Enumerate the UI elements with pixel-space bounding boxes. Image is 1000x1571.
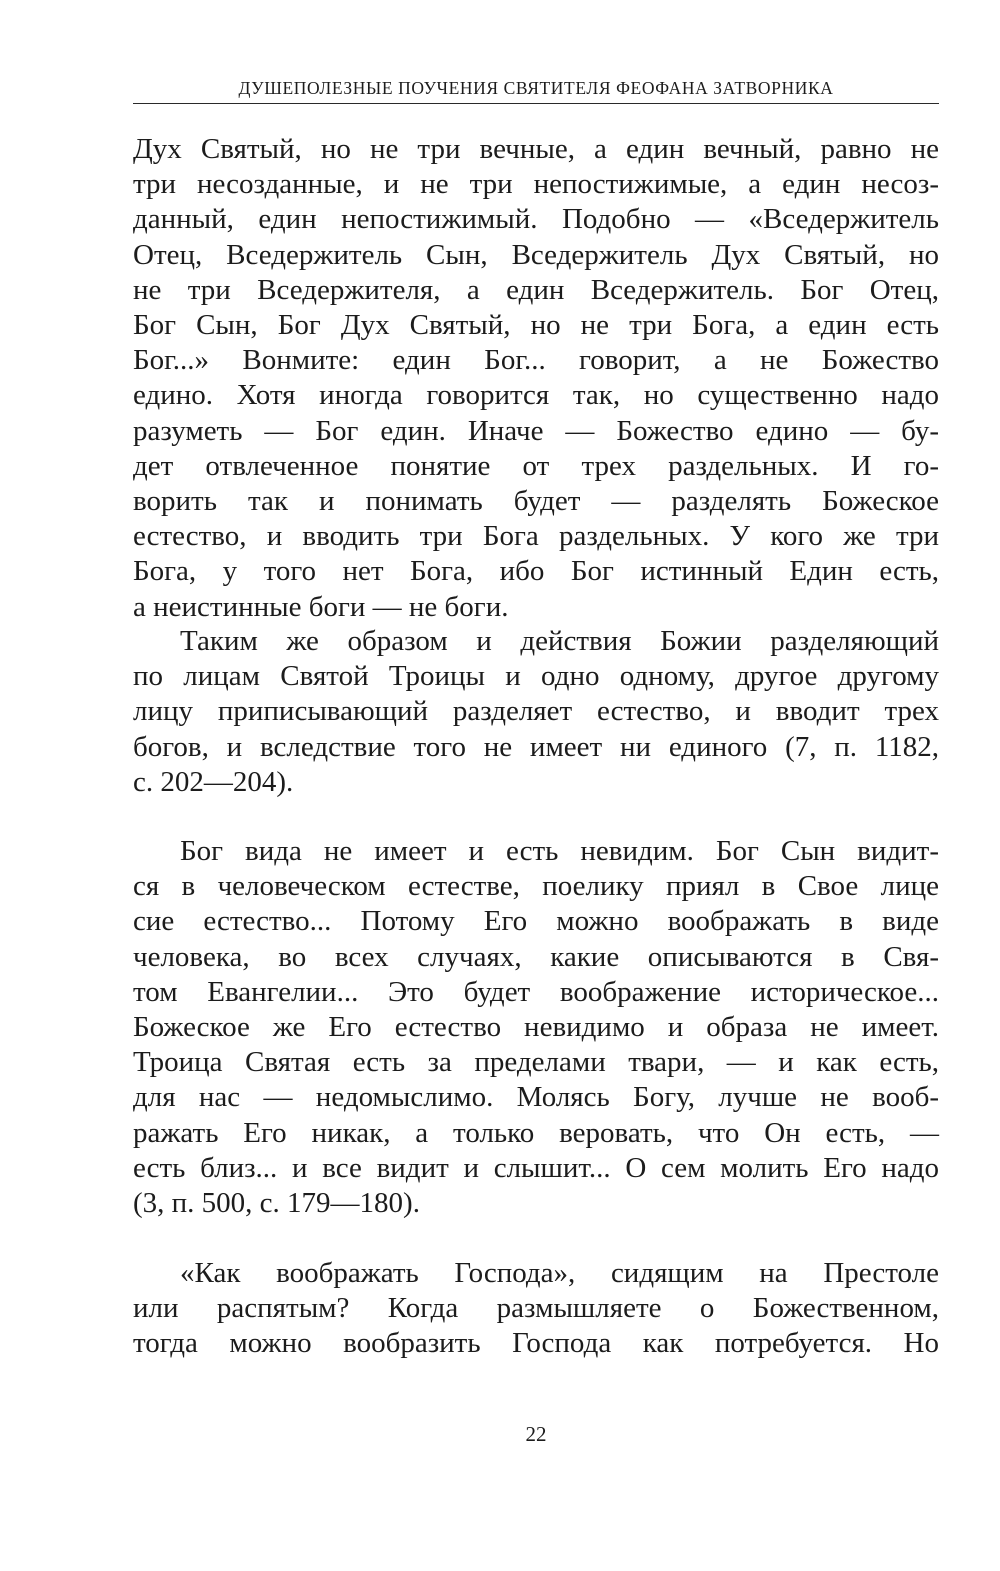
text-line: Троица Святая есть за пределами твари, — и как есть, xyxy=(133,1046,939,1079)
text-line: или распятым? Когда размышляете о Божественном, xyxy=(133,1292,939,1325)
text-line: естество, и вводить три Бога раздельных. У кого же три xyxy=(133,520,939,553)
text-line: разуметь — Бог един. Иначе — Божество едино — бу- xyxy=(133,414,939,447)
text-line: лицу приписывающий разделяет естество, и вводит трех xyxy=(133,695,939,728)
paragraph-trinity-creed xyxy=(133,132,939,625)
paragraph-imagining-lord xyxy=(133,1256,939,1362)
text-line: для нас — недомыслимо. Молясь Богу, лучше не вооб- xyxy=(133,1081,939,1114)
text-line: Бог...» Вонмите: един Бог... говорит, а не Божество xyxy=(133,344,939,377)
text-line: ся в человеческом естестве, поелику приял в Свое лице xyxy=(133,870,939,903)
text-line: а неистинные боги — не боги. xyxy=(133,590,509,623)
text-line: тогда можно вообразить Господа как потребуется. Но xyxy=(133,1327,939,1360)
text-line: Таким же образом и действия Божии разделяющий xyxy=(180,625,939,657)
text-line: том Евангелии... Это будет воображение историческое... xyxy=(133,975,939,1008)
text-line: Божеское же Его естество невидимо и образа не имеет. xyxy=(133,1011,939,1044)
text-line: не три Вседержителя, а един Вседержитель. Бог Отец, xyxy=(133,273,939,306)
text-line: по лицам Святой Троицы и одно одному, другое другому xyxy=(133,660,939,693)
text-line: (3, п. 500, с. 179—180). xyxy=(133,1187,420,1220)
page-number: 22 xyxy=(525,1422,547,1446)
header-divider xyxy=(133,103,939,104)
text-line: Бога, у того нет Бога, ибо Бог истинный Един есть, xyxy=(133,555,939,588)
running-header-title: ДУШЕПОЛЕЗНЫЕ ПОУЧЕНИЯ СВЯТИТЕЛЯ ФЕОФАНА ЗАТВОРНИКА xyxy=(238,78,834,98)
text-line: сие естество... Потому Его можно воображать в виде xyxy=(133,905,939,938)
text-line: «Как воображать Господа», сидящим на Престоле xyxy=(180,1257,939,1289)
text-line: Бог Сын, Бог Дух Святый, но не три Бога, а един есть xyxy=(133,309,939,342)
text-line: Бог вида не имеет и есть невидим. Бог Сын видит- xyxy=(180,835,939,867)
text-line: человека, во всех случаях, какие описываются в Свя- xyxy=(133,940,939,973)
text-line: есть близ... и все видит и слышит... О сем молить Его надо xyxy=(133,1151,939,1184)
text-line: богов, и вследствие того не имеет ни единого (7, п. 1182, xyxy=(133,730,939,763)
text-line: ражать Его никак, а только веровать, что Он есть, — xyxy=(133,1116,939,1149)
text-line: едино. Хотя иногда говорится так, но существенно надо xyxy=(133,379,939,412)
paragraph-god-invisible xyxy=(133,834,939,1221)
text-line: три несозданные, и не три непостижимые, а един несоз- xyxy=(133,168,939,201)
paragraph-divine-actions xyxy=(133,624,939,800)
text-line: Отец, Вседержитель Сын, Вседержитель Дух Святый, но xyxy=(133,238,939,271)
text-line: Дух Святый, но не три вечные, а един вечный, равно не xyxy=(133,133,939,165)
text-line: данный, един непостижимый. Подобно — «Вседержитель xyxy=(133,203,939,236)
text-line: ворить так и понимать будет — разделять Божеское xyxy=(133,485,939,518)
text-line: с. 202—204). xyxy=(133,765,294,798)
text-line: дет отвлеченное понятие от трех раздельных. И го- xyxy=(133,449,939,482)
